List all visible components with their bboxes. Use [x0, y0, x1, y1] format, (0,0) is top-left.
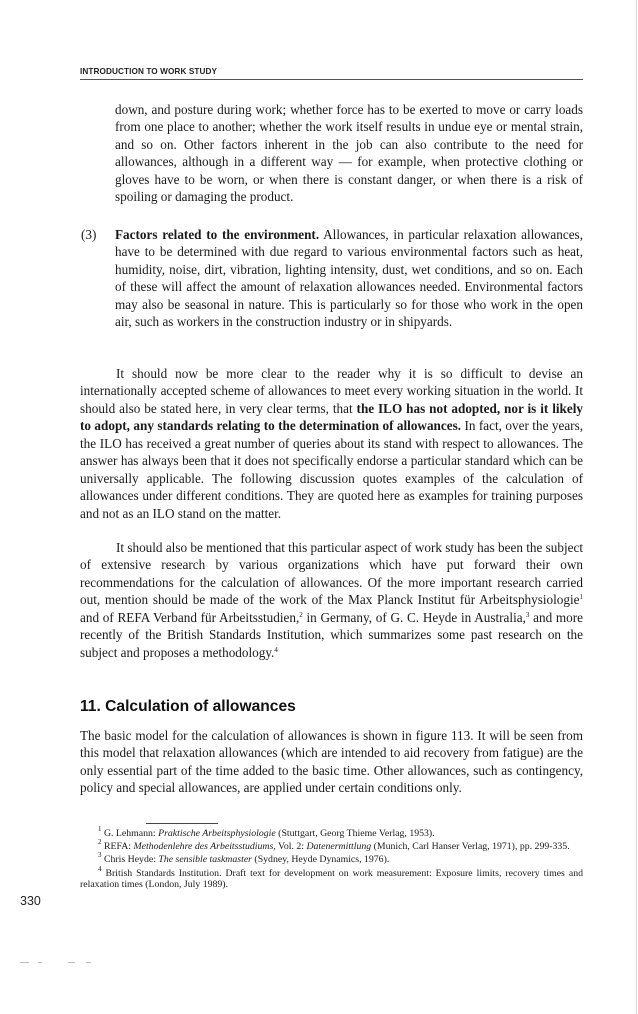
- continued-list-item-text: down, and posture during work; whether force has to be exerted to move or carry loads from one place to another; whether the work itself results in undue eye or mental strain, and so on. Other factors inherent in the job can also contribute to the need for allowances, although in a different way — for example, when protective clothing or gloves have to be worn, or when there is constant danger, or when there is a risk of spoiling or damaging the product.: [115, 102, 583, 205]
- footnote-text: (Munich, Carl Hanser Verlag, 1971), pp. 299-335.: [371, 841, 570, 853]
- header-rule: [80, 79, 583, 80]
- scan-mark: [86, 962, 91, 963]
- paragraph-text: and of REFA Verband für Arbeitsstudien,: [80, 609, 300, 625]
- footnote-1: [80, 825, 583, 840]
- list-item-environment: [115, 226, 583, 331]
- running-header: INTRODUCTION TO WORK STUDY: [80, 67, 218, 76]
- page-edge: [636, 0, 637, 1014]
- footnote-number: 2: [98, 838, 102, 847]
- section-heading: 11. Calculation of allowances: [80, 698, 296, 715]
- scan-mark: [68, 962, 75, 963]
- footnote-text: British Standards Institution. Draft text for development on work measurement: Exposure limits, recovery times and relaxation times (London, July 1989).: [80, 867, 583, 891]
- scan-mark: [20, 962, 29, 963]
- footnote-text: Vol. 2:: [275, 841, 307, 853]
- footnote-number: 4: [98, 864, 102, 873]
- paragraph-text: In fact, over the years, the ILO has received a great number of queries about its stand with respect to allowances. The answer has always been that it does not specifically endorse a particular standard which can be universally applicable. The following discussion quotes examples of the calculation of allowances under different conditions. They are quoted here as examples for training purposes and not as an ILO stand on the matter.: [80, 418, 583, 521]
- footnote-3: [80, 851, 583, 866]
- footnote-title: Methodenlehre des Arbeitsstudiums,: [133, 841, 276, 853]
- footnote-4: [80, 864, 583, 891]
- footnote-number: 3: [98, 851, 102, 860]
- emphasis-text: the ILO has not adopted, nor is it likely to adopt, any standards relating to the determination of allowances.: [80, 400, 583, 434]
- paragraph-basic-model: The basic model for the calculation of allowances is shown in figure 113. It will be seen from this model that relaxation allowances (which are intended to aid recovery from fatigue) are the only essential part of the time added to the basic time. Other allowances, such as contingency, policy and special allowances, are applied under certain conditions only.: [80, 728, 583, 796]
- list-item-title: Factors related to the environment.: [115, 227, 320, 242]
- footnote-number: 1: [98, 825, 102, 833]
- page-number: 330: [20, 894, 41, 908]
- footnote-ref[interactable]: 2: [299, 610, 303, 619]
- footnote-title: The sensible taskmaster: [158, 854, 252, 866]
- footnote-title: Datenermittlung: [306, 841, 372, 853]
- paragraph-text: in Germany, of G. C. Heyde in Australia,: [302, 609, 526, 625]
- footnote-text: Chris Heyde:: [101, 854, 159, 866]
- footnote-title: Praktische Arbeitsphysiologie: [158, 828, 276, 839]
- footnotes: [80, 825, 583, 892]
- paragraph-research: [80, 539, 583, 661]
- list-item-text: Allowances, in particular relaxation allowances, have to be determined with due regard to various environmental factors such as heat, humidity, noise, dirt, vibration, lighting intensity, dust, wet conditions, and so on. Each of these will affect the amount of relaxation allowances needed. Environmental factors may also be seasonal in nature. This is particularly so for those who work in the open air, such as workers in the construction industry or in shipyards.: [115, 227, 583, 330]
- paragraph-text: It should now be more clear to the reader why it is so difficult to devise an internationally accepted scheme of allowances to meet every working situation in the world. It should also be stated here, in very clear terms, that: [80, 366, 583, 416]
- paragraph-text: It should also be mentioned that this particular aspect of work study has been the subject of extensive research by various organizations which have put forward their own recommendations for the calculation of allowances. Of the more important research carried out, mention should be made of the work of the Max Planck Institut für Arbeitsphysiologie: [80, 540, 583, 608]
- footnote-text: (Stuttgart, Georg Thieme Verlag, 1953).: [275, 828, 435, 839]
- scan-mark: [38, 962, 42, 963]
- footnote-text: G. Lehmann:: [101, 828, 159, 839]
- footnote-2: [80, 838, 583, 853]
- footnote-ref[interactable]: 1: [579, 593, 583, 602]
- paragraph-ilo-stand: [80, 365, 583, 522]
- footnote-ref[interactable]: 3: [525, 610, 530, 619]
- footnote-ref[interactable]: 4: [274, 645, 278, 654]
- footnote-text: (Sydney, Heyde Dynamics, 1976).: [251, 854, 390, 866]
- list-item-number: (3): [81, 227, 97, 242]
- paragraph-text: and more recently of the British Standards Institution, which summarizes some past research on the subject and proposes a methodology.: [80, 609, 583, 660]
- footnote-text: REFA:: [101, 841, 134, 853]
- footnote-rule: [146, 823, 218, 824]
